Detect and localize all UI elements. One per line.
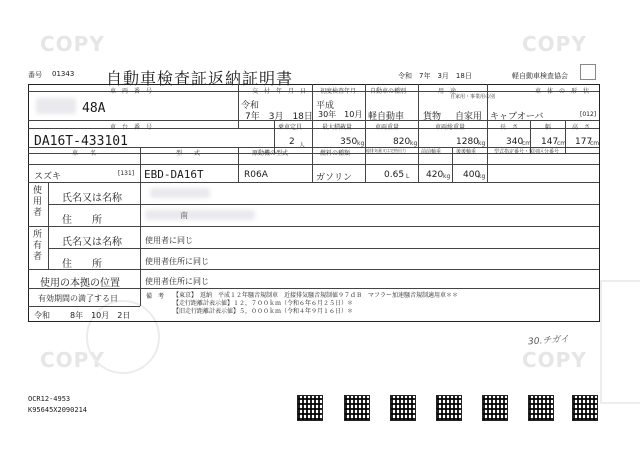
qr-code-7 (572, 395, 598, 421)
capacity-value: 2 (289, 137, 295, 147)
height-value: 177 (575, 137, 593, 147)
model-label: 型 式 (176, 150, 201, 157)
number-label: 番号 (28, 71, 42, 79)
faint-seal-stamp-right (600, 280, 640, 404)
width-label: 幅 (545, 124, 552, 131)
issuer-name: 軽自動車検査協会 (512, 72, 568, 80)
qr-code-3 (390, 395, 416, 421)
displacement-value: 0.65 (384, 170, 405, 180)
rear-axle-value: 400 (463, 170, 481, 180)
owner-name-label: 氏名又は名称 (62, 237, 122, 248)
engine-label: 原動機の型式 (252, 150, 289, 157)
document-title: 自動車検査証返納証明書 (106, 69, 294, 88)
maker-code: [131] (118, 170, 135, 177)
gross-weight-unit: kg (478, 140, 486, 147)
footer-code-1: OCR12-4953 (28, 395, 71, 403)
front-axle-label: 前前軸重 (421, 149, 442, 155)
user-address-visible: 南 (180, 211, 188, 220)
remarks-line-2: 【走行距離計表示値】１２，７００ｋｍ（令和６年６月２５日）＊ (173, 300, 354, 307)
maker-value: スズキ (34, 172, 62, 182)
owner-address-value: 使用者住所に同じ (145, 257, 209, 266)
first-reg-label: 初度検査年月 (320, 88, 357, 95)
user-address-label: 住 所 (62, 215, 102, 226)
owner-side-label: 所有者 (33, 230, 43, 262)
body-shape-code: [012] (580, 111, 597, 118)
remarks-line-1: 【東京】 返納 平成１２年騒音規制車 近接排気騒音規制値９７ｄＢ マフラー加速騒音規制適用車＊＊ (173, 292, 459, 299)
remarks-label: 備 考 (146, 293, 165, 300)
capacity-unit: 人 (299, 142, 306, 149)
base-value: 使用者住所に同じ (145, 277, 209, 286)
height-label: 高 さ (572, 124, 591, 131)
handwritten-note: 30.チガイ (527, 334, 570, 348)
max-load-value: 350 (340, 137, 358, 147)
owner-name-value: 使用者に同じ (145, 236, 193, 245)
height-unit: cm (590, 140, 600, 147)
category-label: 型式指定番号・類別区分番号 (494, 149, 560, 155)
model-value: EBD-DA16T (144, 168, 204, 181)
reg-number-label: 車 両 番 号 (110, 88, 153, 95)
user-name-label: 氏名又は名称 (62, 193, 122, 204)
number-value: 01343 (52, 70, 75, 78)
length-label: 長 さ (500, 124, 519, 131)
capacity-label: 乗車定員 (278, 124, 303, 131)
copy-watermark-bottom-right: COPY (522, 348, 587, 372)
displacement-label: 総排気量又は定格出力 (366, 148, 406, 153)
private-business-label: 自家用・事業用の別 (450, 94, 496, 100)
qr-code-2 (344, 395, 370, 421)
length-unit: cm (522, 140, 532, 147)
qr-code-4 (436, 395, 462, 421)
front-axle-unit: kg (443, 173, 451, 180)
expiry-date: 8年 10月 2日 (70, 311, 131, 320)
issue-date: 令和 7年 3月 18日 (398, 72, 472, 80)
gross-weight-value: 1280 (456, 137, 479, 147)
issue-date-label: 交 付 年 月 日 (252, 88, 307, 95)
issue-era: 令和 (241, 101, 260, 111)
expiry-label: 有効期間の満了する日 (38, 294, 118, 303)
issue-date-value: 7年 3月 18日 (245, 112, 313, 122)
max-load-unit: kg (357, 140, 365, 147)
owner-address-label: 住 所 (62, 259, 102, 270)
copy-watermark-top-right: COPY (522, 32, 587, 56)
base-label: 使用の本拠の位置 (40, 278, 120, 289)
body-shape-label: 車 体 の 形 状 (535, 88, 590, 95)
redacted-user-address (145, 210, 255, 220)
width-value: 147 (541, 137, 559, 147)
use-value: 貨物 (423, 112, 442, 122)
expiry-era: 令和 (34, 311, 50, 320)
copy-watermark-bottom-left: COPY (40, 348, 105, 372)
footer-code-2: K95645X2090214 (28, 406, 88, 414)
chassis-label: 車 台 番 号 (110, 124, 153, 131)
qr-code-5 (482, 395, 508, 421)
rear-axle-unit: kg (478, 173, 486, 180)
rear-axle-label: 後後軸重 (456, 149, 477, 155)
reg-number-value: 48A (82, 101, 106, 116)
use-label: 用 途 (438, 88, 457, 95)
redacted-region (36, 98, 76, 114)
displacement-unit: L (406, 173, 410, 180)
width-unit: cm (557, 140, 567, 147)
qr-code-1 (297, 395, 323, 421)
vehicle-weight-value: 820 (393, 137, 411, 147)
kind-label: 自動車の種別 (370, 88, 407, 95)
gross-weight-label: 車両総重量 (435, 124, 466, 131)
fuel-label: 燃料の種類 (320, 150, 351, 157)
vehicle-weight-unit: kg (410, 140, 418, 147)
private-business-value: 自家用 (455, 112, 483, 122)
front-axle-value: 420 (426, 170, 444, 180)
max-load-label: 最大積載量 (322, 124, 353, 131)
chassis-value: DA16T-433101 (34, 134, 128, 149)
copy-watermark-top-left: COPY (40, 32, 105, 56)
redacted-user-name (150, 188, 210, 198)
fuel-value: ガソリン (316, 173, 353, 183)
remarks-line-3: 【旧走行距離計表示値】５，０００ｋｍ（令和４年９月１６日）＊ (173, 308, 354, 315)
maker-label: 車 名 (72, 150, 97, 157)
kind-value: 軽自動車 (368, 112, 405, 122)
user-side-label: 使用者 (33, 186, 43, 218)
body-shape-value: キャブオーバ (490, 112, 544, 122)
vehicle-weight-label: 車両重量 (375, 124, 400, 131)
first-reg-era: 平成 (316, 101, 335, 111)
length-value: 340 (506, 137, 524, 147)
first-reg-value: 30年 10月 (318, 110, 363, 119)
engine-value: R06A (244, 170, 268, 180)
qr-code-6 (528, 395, 554, 421)
issuer-seal-icon (580, 64, 596, 80)
